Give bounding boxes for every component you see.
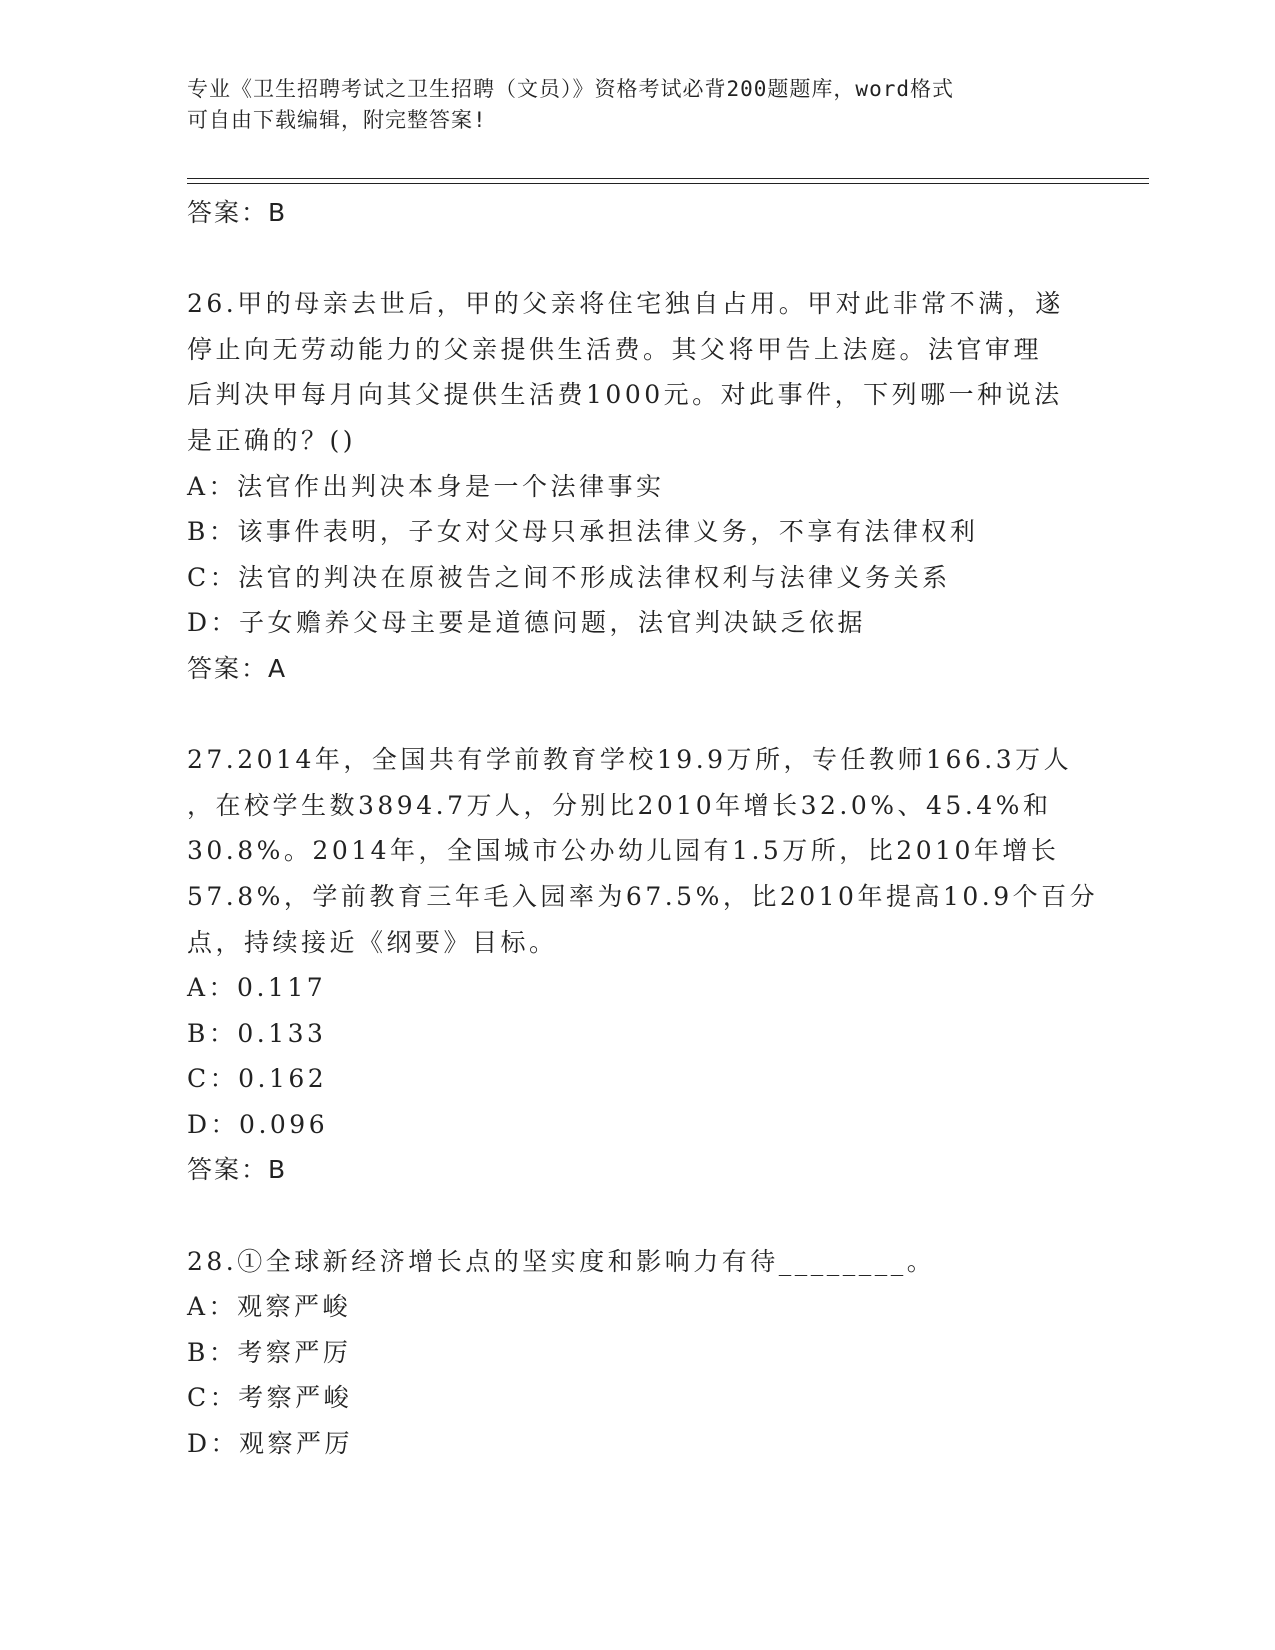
question-text-line: 30.8%。2014年，全国城市公办幼儿园有1.5万所，比2010年增长 <box>187 836 1060 866</box>
question-text-line: ，在校学生数3894.7万人，分别比2010年增长32.0%、45.4%和 <box>187 790 1052 820</box>
question-text-line: 57.8%，学前教育三年毛入园率为67.5%，比2010年提高10.9个百分 <box>187 881 1099 911</box>
option-b: B：0.133 <box>187 1018 327 1048</box>
page-header <box>187 74 1067 136</box>
answer-line: 答案：A <box>187 653 288 683</box>
option-b: B：考察严厉 <box>187 1337 352 1367</box>
header-divider-bottom <box>187 183 1149 184</box>
question-28 <box>187 1239 1087 1467</box>
question-text-line: 点，持续接近《纲要》目标。 <box>187 927 558 957</box>
option-d: D：0.096 <box>187 1109 329 1139</box>
question-27 <box>187 737 1099 1193</box>
question-text-line: 是正确的？() <box>187 425 357 455</box>
option-a: A：观察严峻 <box>187 1292 352 1322</box>
option-c: C：法官的判决在原被告之间不形成法律权利与法律义务关系 <box>187 562 951 592</box>
option-d: D：子女赡养父母主要是道德问题，法官判决缺乏依据 <box>187 608 867 638</box>
question-text-line: 停止向无劳动能力的父亲提供生活费。其父将甲告上法庭。法官审理 <box>187 334 1043 364</box>
option-c: C：考察严峻 <box>187 1383 353 1413</box>
question-26 <box>187 281 1087 691</box>
question-text-line: 28.①全球新经济增长点的坚实度和影响力有待________。 <box>187 1246 936 1276</box>
header-divider-top <box>187 178 1149 179</box>
question-list <box>187 190 1099 1467</box>
spacer <box>187 236 1087 282</box>
option-c: C：0.162 <box>187 1064 328 1094</box>
option-a: A：法官作出判决本身是一个法律事实 <box>187 471 665 501</box>
question-text-line: 后判决甲每月向其父提供生活费1000元。对此事件，下列哪一种说法 <box>187 380 1063 410</box>
option-b: B：该事件表明，子女对父母只承担法律义务，不享有法律权利 <box>187 517 979 547</box>
spacer <box>187 1193 1087 1239</box>
previous-answer: 答案：B <box>187 198 288 227</box>
question-text-line: 26.甲的母亲去世后，甲的父亲将住宅独自占用。甲对此非常不满，遂 <box>187 289 1064 319</box>
answer-line: 答案：B <box>187 1155 288 1185</box>
header-line-2: 可自由下载编辑，附完整答案! <box>187 108 487 132</box>
option-a: A：0.117 <box>187 973 327 1003</box>
spacer <box>187 692 1087 738</box>
header-line-1: 专业《卫生招聘考试之卫生招聘（文员）》资格考试必背200题题库，word格式 <box>187 77 954 101</box>
option-d: D：观察严厉 <box>187 1429 354 1459</box>
question-text-line: 27.2014年，全国共有学前教育学校19.9万所，专任教师166.3万人 <box>187 745 1073 775</box>
